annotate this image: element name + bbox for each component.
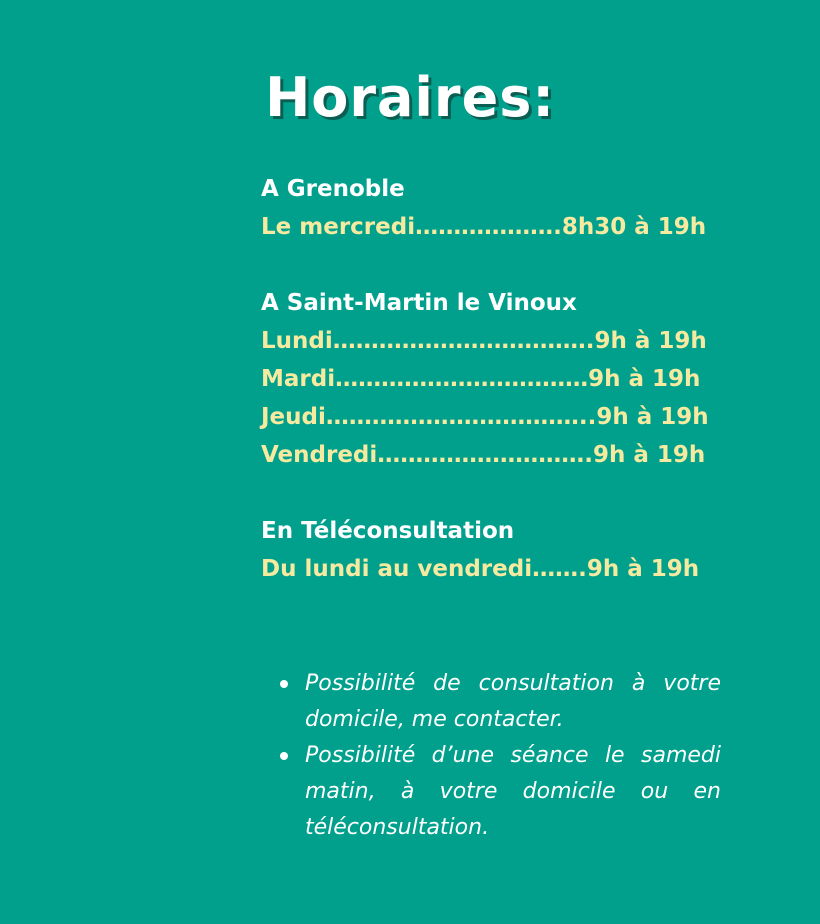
- schedule-section-saint-martin: [261, 284, 731, 474]
- list-item: [280, 738, 721, 846]
- section-heading: En Téléconsultation: [261, 518, 515, 544]
- note-text: Possibilité d’une séance le samedi matin, à votre domicile ou en téléconsultation.: [305, 743, 721, 840]
- schedule-row-jeudi: Jeudi……………………………..9h à 19h: [261, 404, 709, 430]
- schedule-section-grenoble: [261, 170, 731, 246]
- section-heading: A Saint-Martin le Vinoux: [261, 290, 577, 316]
- notes-list: [280, 666, 721, 846]
- page-title: Horaires:: [265, 66, 555, 129]
- bullet-icon: [280, 752, 288, 760]
- schedule-row-lundi: Lundi…………………………….9h à 19h: [261, 328, 707, 354]
- schedule-row-mercredi: Le mercredi……………….8h30 à 19h: [261, 214, 707, 240]
- note-text: Possibilité de consultation à votre domicile, me contacter.: [305, 671, 721, 732]
- schedule: [261, 170, 731, 626]
- schedule-row-mardi: Mardi……………………………9h à 19h: [261, 366, 701, 392]
- schedule-row-lundi-vendredi: Du lundi au vendredi…….9h à 19h: [261, 556, 700, 582]
- schedule-section-teleconsultation: [261, 512, 731, 588]
- section-heading: A Grenoble: [261, 176, 405, 202]
- schedule-row-vendredi: Vendredi……………………….9h à 19h: [261, 442, 706, 468]
- list-item: [280, 666, 721, 738]
- bullet-icon: [280, 680, 288, 688]
